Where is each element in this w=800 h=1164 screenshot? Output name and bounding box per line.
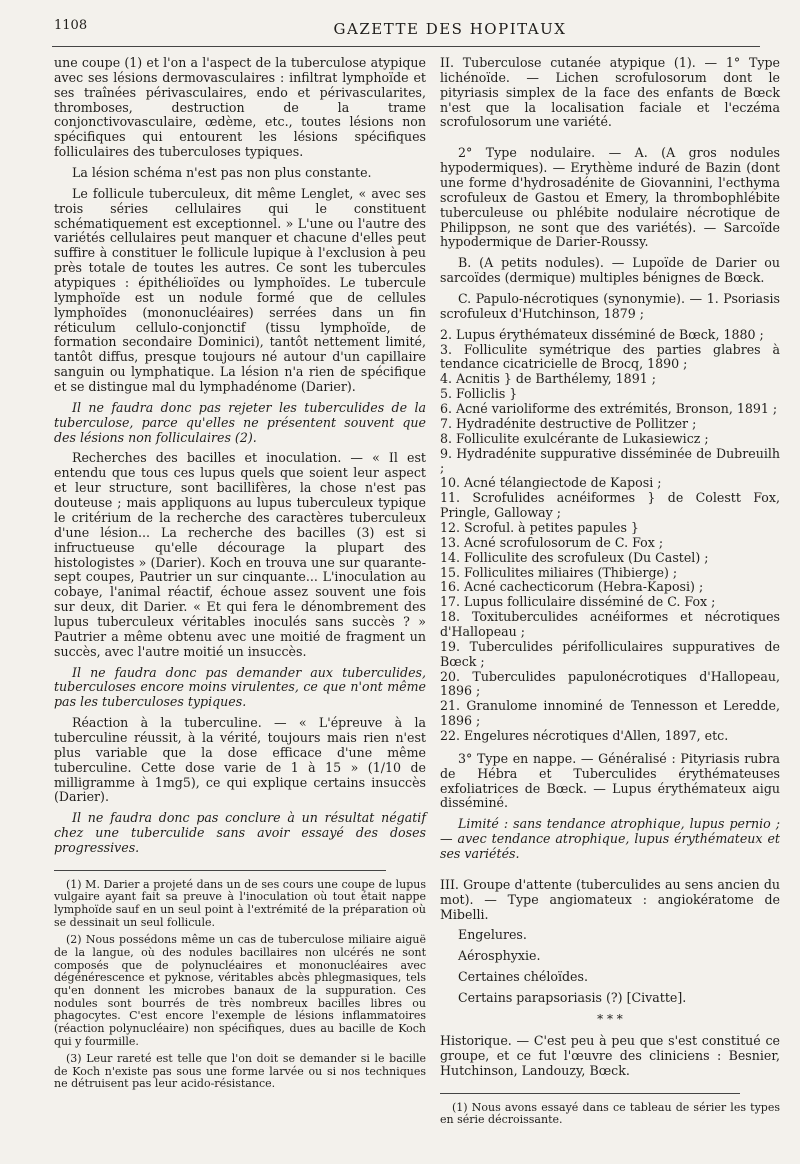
list-item: 8. Folliculite exulcérante de Lukasiewicz ; xyxy=(440,430,709,446)
paragraph: Il ne faudra donc pas demander aux tuberculides, tuberculoses encore moins virulentes, ce que n'ont même pas les tuberculoses typiques. xyxy=(54,664,426,710)
section-stars: * * * xyxy=(597,1011,623,1026)
footnote-divider xyxy=(440,1093,740,1094)
paragraph: Il ne faudra donc pas rejeter les tuberculides de la tuberculose, parce qu'elles ne présentent souvent que des lésions non folliculaires (2). xyxy=(54,399,426,445)
list-item: 11. Scrofulides acnéiformes } de Colestt Fox, Pringle, Galloway ; xyxy=(440,490,780,521)
synonymy-list xyxy=(440,328,780,744)
paragraph: Le follicule tuberculeux, dit même Lenglet, « avec ses trois séries cellulaires qui le constituent schématiquement est exceptionnel. » L'une ou l'autre des variétés cellulaires peut manquer et chacune d'elles peut suffire à constituer le follicule lupique à l'exclusion à peu près totale de toutes les autres. Ce sont les tubercules atypiques : épithélioïdes ou lymphoïdes. Le tubercule lymphoïde est un nodule formé que de cellules lymphoïdes (mononucléaires) serrées dans un fin réticulum cellulo-conjonctif (tissu lymphoïde, de formation secondaire Dominici), tantôt nettement limité, tantôt diffus, presque toujours né autour d'un capillaire sanguin ou lymphatique. La lésion n'a rien de spécifique et se distingue mal du lymphadénome (Darier). xyxy=(54,185,426,395)
list-item: 19. Tuberculides périfolliculaires suppuratives de Bœck ; xyxy=(440,638,780,669)
list-item: 22. Engelures nécrotiques d'Allen, 1897, etc. xyxy=(440,727,729,743)
paragraph: 2° Type nodulaire. — A. (A gros nodules hypodermiques). — Erythème induré de Bazin (dont une forme d'hydrosadénite de Giovannini, l'ecthyma scrofuleux de Gastou et Emery, la thrombophlébite tuberculeuse ou phlébite nodulaire nécrotique de Philippson, ne sont que des variétés). — Sarcoïde hypodermique de Darier-Roussy. xyxy=(440,145,780,250)
list-item: 7. Hydradénite destructive de Pollitzer ; xyxy=(440,415,697,431)
footnote: (2) Nous possédons même un cas de tuberculose miliaire aiguë de la langue, où des nodules bacillaires non ulcérés ne sont composés que de polynucléaires et mononucléaires avec dégénérescence et pyknose, véritables abcès phlegmasiques, tels qu'en donnent les microbes banaux de la suppuration. Ces nodules sont bourrés de très nombreux bacilles libres ou phagocytes. C'est encore l'exemple de lésions inflammatoires (réaction polynucléaire) non spécifiques, dues au bacille de Koch qui y fourmille. xyxy=(54,933,426,1048)
header-rule xyxy=(52,46,760,47)
list-item: 13. Acné scrofulosorum de C. Fox ; xyxy=(440,534,664,550)
list-item: Certains parapsoriasis (?) [Civatte]. xyxy=(458,989,687,1005)
left-column xyxy=(54,56,426,1096)
footnote-divider xyxy=(54,870,386,871)
section-heading-iii: III. Groupe d'attente (tuberculides au sens ancien du mot). — Type angiomateux : angiokératome de Mibelli. xyxy=(440,876,780,922)
paragraph: Limité : sans tendance atrophique, lupus pernio ; — avec tendance atrophique, lupus érythémateux et ses variétés. xyxy=(440,816,780,861)
paragraph: une coupe (1) et l'on a l'aspect de la tuberculose atypique avec ses lésions dermovasculaires : infiltrat lymphoïde et ses traînées périvasculaires, endo et périvascularites, thromboses, destruction de la trame conjonctivovasculaire, œdème, etc., toutes lésions non spécifiques qui entourent les lésions spécifiques folliculaires des tuberculoses typiques. xyxy=(54,55,426,160)
list-item: 4. Acnitis } de Barthélemy, 1891 ; xyxy=(440,371,656,387)
list-item: 21. Granulome innominé de Tennesson et Leredde, 1896 ; xyxy=(440,698,780,729)
historique-paragraph: Historique. — C'est peu à peu que s'est constitué ce groupe, et ce fut l'œuvre des cliniciens : Besnier, Hutchinson, Landouzy, Bœck. xyxy=(440,1033,780,1078)
list-item: 9. Hydradénite suppurative disséminée de Dubreuilh ; xyxy=(440,445,780,476)
list-item: Aérosphyxie. xyxy=(458,948,541,964)
paragraph: 3° Type en nappe. — Généralisé : Pityriasis rubra de Hébra et Tuberculides érythémateuses exfoliatrices de Bœck. — Lupus érythémateux aigu disséminé. xyxy=(440,750,780,811)
list-item: 14. Folliculite des scrofuleux (Du Castel) ; xyxy=(440,549,709,565)
footnote: (1) Nous avons essayé dans ce tableau de sérier les types en série décroissante. xyxy=(440,1100,780,1127)
paragraph: Réaction à la tuberculine. — « L'épreuve à la tuberculine réussit, à la vérité, toujours mais rien n'est plus variable que la dose efficace d'une même tuberculine. Cette dose varie de 1 à 15 » (1/10 de milligramme à 1mg5), ce qui explique certains insuccès (Darier). xyxy=(54,715,426,805)
list-item: 12. Scroful. à petites papules } xyxy=(440,519,639,535)
list-item: 15. Folliculites miliaires (Thibierge) ; xyxy=(440,564,678,580)
paragraph: La lésion schéma n'est pas non plus constante. xyxy=(72,165,372,181)
right-column xyxy=(440,56,780,1132)
list-item: 10. Acné télangiectode de Kaposi ; xyxy=(440,475,662,491)
list-item: 18. Toxituberculides acnéiformes et nécrotiques d'Hallopeau ; xyxy=(440,609,780,639)
list-item: 16. Acné cachecticorum (Hebra-Kaposi) ; xyxy=(440,579,704,595)
list-item: 6. Acné varioliforme des extrémités, Bronson, 1891 ; xyxy=(440,401,778,417)
paragraph: B. (A petits nodules). — Lupoïde de Darier ou sarcoïdes (dermique) multiples bénignes de Bœck. xyxy=(440,255,780,286)
list-item: 3. Folliculite symétrique des parties glabres à tendance cicatricielle de Brocq, 1890 ; xyxy=(440,341,780,372)
footnote: (3) Leur rareté est telle que l'on doit se demander si le bacille de Koch n'existe pas sous une forme larvée ou si nos techniques ne détruisent pas leur acido-résistance. xyxy=(54,1052,426,1091)
list-item: 20. Tuberculides papulonécrotiques d'Hallopeau, 1896 ; xyxy=(440,668,780,699)
page-number: 1108 xyxy=(54,18,88,33)
paragraph: Il ne faudra donc pas conclure à un résultat négatif chez une tuberculide sans avoir essayé des doses progressives. xyxy=(54,810,426,855)
list-item: Certaines chéloïdes. xyxy=(458,969,588,985)
page-header xyxy=(0,16,800,46)
paragraph: C. Papulo-nécrotiques (synonymie). — 1. Psoriasis scrofuleux d'Hutchinson, 1879 ; xyxy=(440,291,780,321)
section-heading-ii: II. Tuberculose cutanée atypique (1). — 1° Type lichénoïde. — Lichen scrofulosorum dont le pityriasis simplex de la face des enfants de Bœck n'est que la localisation faciale et l'eczéma scrofulosorum une variété. xyxy=(440,55,780,130)
paragraph: Recherches des bacilles et inoculation. — « Il est entendu que tous ces lupus quels que soient leur aspect et leur structure, sont bacillifères, la chose n'est pas douteuse ; mais appliquons au lupus tuberculeux typique le critérium de la recherche des caractères tuberculeux d'une lésion... La recherche des bacilles (3) est si infructueuse qu'elle décourage la plupart des histologistes » (Darier). Koch en trouva une sur quarante-sept coupes, Pautrier un sur cinquante... L'inoculation au cobaye, l'animal réactif, échoue assez souvent une fois sur deux, dit Darier. « Et qui fera le dénombrement des lupus tuberculeux véritables inoculés sans succès ? » Pautrier a même obtenu avec une moitié de fragment un succès, avec l'autre moitié un insuccès. xyxy=(54,450,426,659)
journal-title: GAZETTE DES HOPITAUX xyxy=(333,20,567,38)
list-item: 17. Lupus folliculaire disséminé de C. Fox ; xyxy=(440,594,716,610)
list-item: 5. Folliclis } xyxy=(440,386,518,402)
footnote: (1) M. Darier a projeté dans un de ses cours une coupe de lupus vulgaire ayant fait sa preuve à l'inoculation où tout était nappe lymphoïde sauf en un seul point à l'extrémité de la préparation où se dessinait un seul follicule. xyxy=(54,877,426,929)
list-item: Engelures. xyxy=(458,927,527,943)
list-item: 2. Lupus érythémateux disséminé de Bœck, 1880 ; xyxy=(440,326,764,342)
